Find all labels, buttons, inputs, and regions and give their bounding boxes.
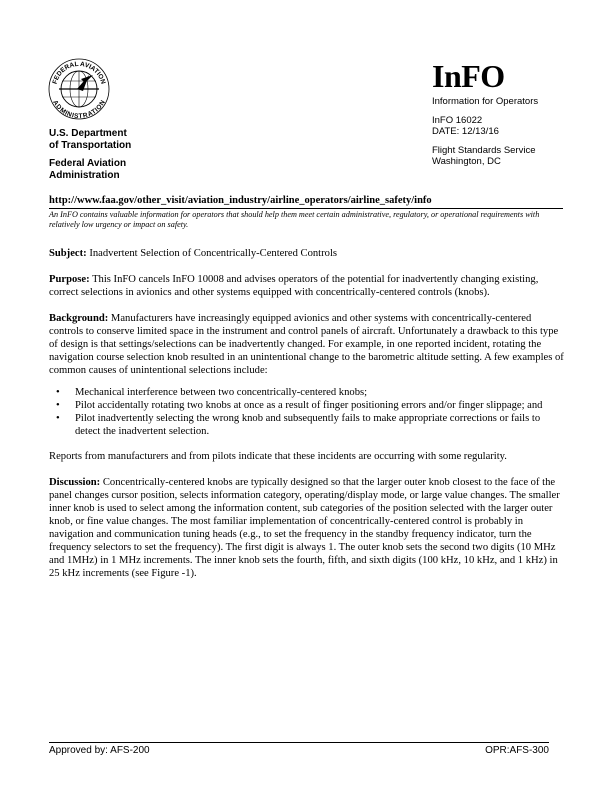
document-body [49, 247, 565, 593]
doc-date: DATE: 12/13/16 [432, 125, 499, 137]
purpose-label: Purpose: [49, 274, 90, 285]
bullet-icon: • [56, 413, 60, 424]
discussion-text: Concentrically-centered knobs are typically designed so that the larger outer knob closest to the face of the panel changes cursor position, selects information category, operating/display mode, or large value changes. The smaller inner knob is used to select among the information content, sub categories of the position selected with the larger outer knob, or fine value changes. The most familiar implementation of concentrically-centered control is probably in navigation and communication tuning heads (e.g., to set the frequency in the standby frequency indicator, turn the frequency selectors to set the frequency). The first digit is always 1. The outer knob sets the second two digits (10 MHz and 1MHz) in 1 MHz increments. The inner knob sets the fourth, fifth, and sixth digits (100 kHz, 10 kHz, and 1 kHz) in 25 kHz increments (see Figure -1). [49, 477, 560, 579]
faa-seal-icon [47, 57, 111, 121]
bullet-icon: • [56, 400, 60, 411]
opr-code: OPR:AFS-300 [485, 745, 549, 756]
approved-by: Approved by: AFS-200 [49, 745, 150, 756]
discussion-paragraph [49, 476, 565, 580]
page-footer [49, 742, 549, 756]
info-url-link[interactable]: http://www.faa.gov/other_visit/aviation_industry/airline_operators/airline_safety/info [49, 195, 563, 209]
office-line-1: Flight Standards Service [432, 145, 536, 156]
list-item: • Mechanical interference between two concentrically-centered knobs; [56, 387, 368, 398]
info-header-block [432, 60, 538, 167]
agency-line-1: Federal Aviation [49, 158, 127, 169]
purpose-paragraph [49, 273, 565, 299]
department-line-2: of Transportation [49, 139, 132, 151]
issuing-office [432, 146, 538, 167]
subject-label: Subject: [49, 248, 87, 259]
svg-text:ADMINISTRATION: ADMINISTRATION [51, 99, 107, 121]
background-label: Background: [49, 313, 109, 324]
agency-line-2: Administration [49, 169, 120, 181]
doc-number: InFO 16022 [432, 115, 483, 126]
doc-ids [432, 116, 538, 137]
department-block [49, 128, 131, 188]
svg-text:FEDERAL AVIATION: FEDERAL AVIATION [51, 60, 107, 85]
doc-type-subtitle: Information for Operators [432, 96, 539, 107]
info-tagline: An InFO contains valuable information for operators that should help them meet certain administrative, regulatory, or operational requirements with relatively low urgency or impact on safety. [49, 210, 540, 229]
discussion-label: Discussion: [49, 477, 101, 488]
department-line-1: U.S. Department [49, 128, 127, 139]
list-item: • Pilot inadvertently selecting the wrong knob and subsequently fails to make appropriate corrections or fails to detect the inadvertent selection. [56, 413, 541, 437]
subject-text: Inadvertent Selection of Concentrically-Centered Controls [86, 248, 338, 259]
purpose-text: This InFO cancels InFO 10008 and advises operators of the potential for inadvertently changing existing, correct selections in avionics and other systems equipped with concentrically-centered controls (knobs). [49, 274, 539, 298]
office-line-2: Washington, DC [432, 155, 501, 167]
background-text: Manufacturers have increasingly equipped avionics and other systems with concentrically-centered controls to conserve limited space in the instrument and control panels of aircraft. Unfortunately a drawback to this type of design is that settings/selections can be inadvertently changed. For example, in one reported incident, rotating the navigation course selection knob resulted in an unintentional change to the barometric altitude setting. A few examples of common causes of unintentional selections include: [49, 313, 564, 376]
doc-type-title: InFO [432, 58, 505, 94]
bullet-icon: • [56, 387, 60, 398]
reports-paragraph: Reports from manufacturers and from pilots indicate that these incidents are occurring with some regularity. [49, 451, 507, 462]
subject-paragraph [49, 247, 565, 260]
list-item: • Pilot accidentally rotating two knobs at once as a result of finger positioning errors and/or finger slippage; and [56, 400, 543, 411]
background-paragraph [49, 312, 565, 377]
causes-list [49, 386, 565, 438]
